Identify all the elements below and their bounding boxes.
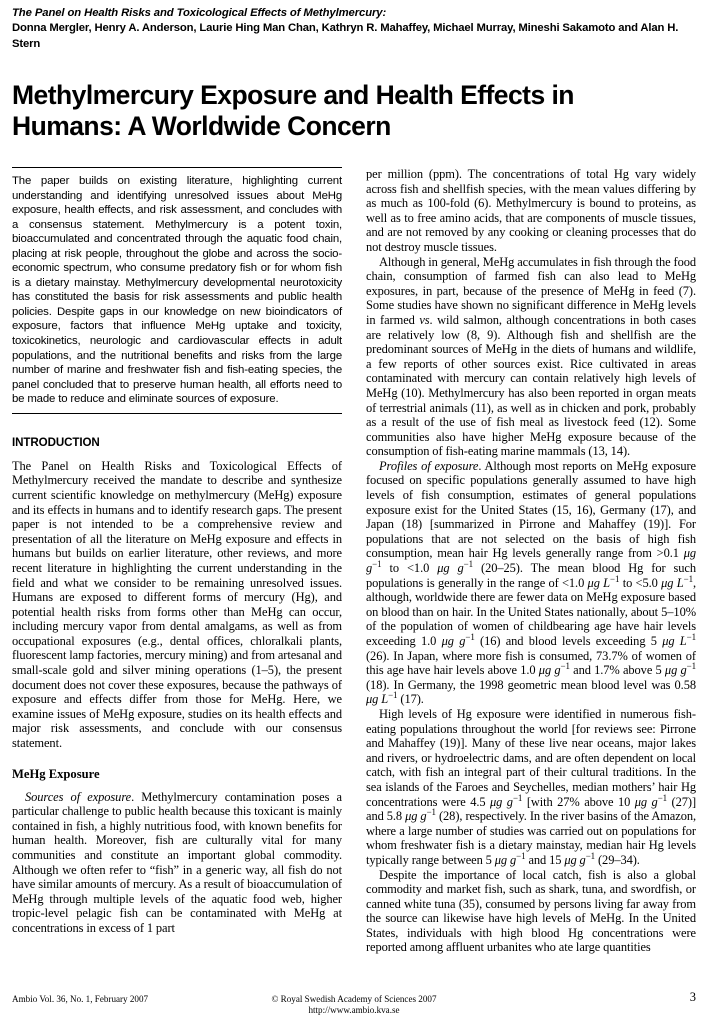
high-levels-part2: [with 27% above 10 [522, 794, 635, 809]
high-levels-part6: (29–34). [595, 852, 640, 867]
exponent-10: −1 [512, 792, 523, 803]
unit-ug-per-g-3: μg g [441, 634, 466, 648]
unit-ug-per-g-6: μg g [490, 794, 513, 809]
section-heading-introduction: INTRODUCTION [12, 435, 100, 449]
exponent-8: −1 [686, 661, 696, 672]
unit-ug-per-L-4: μg L [366, 692, 389, 707]
unit-ug-per-g-9: μg g [494, 852, 517, 867]
profiles-part5: , although, worldwide there are fewer data on MeHg exposure based on blood than on hair. In the United States nationally, about 5–10% of the population of women of childbearing age have hair levels exceeding 1.0 [366, 575, 696, 648]
high-levels-part4: (28), respectively. In the river basins of the Amazon, where a large number of studies was carried out on populations for whom freshwater fish is a dietary mainstay, median hair Hg levels typically range between 5 [366, 809, 696, 867]
profiles-part8: and 1.7% above 5 [569, 663, 665, 678]
high-levels-part3: (27)] and 5.8 [366, 794, 697, 824]
paragraph-farmed-fish-part2: . wild salmon, although concentrations in both cases are relatively low (8, 9). Although fish and shellfish are the predominant sources of MeHg in the diets of humans and wildlife, a few reports of other sources exist. Rice cultivated in areas contaminated with mercury can contain relatively high levels of MeHg (10). Methylmercury has also been reported in organ meats of terrestrial animals (11), as well as in chicken and pork, probably as a result of the use of fish meal as livestock feed (12). Some communities also have higher MeHg exposure because of the consumption of fish-eating marine mammals (13, 14). [366, 312, 696, 459]
profiles-part6: (16) and blood levels exceeding 5 [474, 634, 663, 648]
unit-ug-per-g-8: μg g [405, 809, 427, 824]
exponent-13: −1 [516, 850, 526, 861]
exponent-14: −1 [585, 850, 596, 861]
exponent-4: −1 [683, 573, 693, 584]
high-levels-part1: High levels of Hg exposure were identified in numerous fish-eating populations throughout the world [for reviews see: Pirrone and Mahaffey (19)]. Many of these live near oceans, major lakes and rivers, or hydroelectric dams, and are often dependent on local catch, with fish an integral part of their cultural traditions. In the sea islands of the Faroes and Seychelles, median mothers’ hair Hg concentrations were 4.5 [366, 706, 696, 809]
unit-ug-per-L-1: μg L [587, 575, 611, 590]
paragraph-despite-importance: Despite the importance of local catch, fish is also a global commodity and market fish, such as shark, tuna, and swordfish, or canned white tuna (35), consumed by persons living far away from the source can likewise have high levels of MeHg. In the United States, individuals with high blood Hg concentrations were reported among affluent urbanites who ate large quantities [366, 867, 696, 955]
unit-ug-per-g-5: μg g [664, 663, 687, 678]
panel-running-head: The Panel on Health Risks and Toxicological Effects of Methylmercury: [12, 7, 387, 19]
run-in-label-sources: Sources of exposure [25, 789, 132, 804]
exponent-11: −1 [657, 792, 668, 803]
two-column-body [12, 167, 696, 955]
unit-ug-per-g-10: μg g [564, 852, 586, 867]
footer-journal-info: Ambio Vol. 36, No. 1, February 2007 [12, 994, 149, 1004]
profiles-part10: (17). [397, 692, 424, 707]
paragraph-farmed-fish [366, 255, 696, 459]
profiles-part2: to <1.0 [381, 561, 438, 576]
paragraph-introduction: The Panel on Health Risks and Toxicological Effects of Methylmercury received the mandate to describe and synthesize current scientific knowledge on methylmercury (MeHg) exposure and its effects in humans and to identify research gaps. The present paper is not intended to be a comprehensive review and presentation of all the literature on MeHg exposure and effects in humans but builds on earlier literature, other reviews, and more recent literature in highlighting the current understanding in the field and what we consider to be remaining unresolved issues. Humans are exposed to different forms of mercury (Hg), and potential health risks from forms other than MeHg can occur, including mercury vapor from dental amalgams, as well as from occupational exposures (e.g., dental offices, chloralkali plants, fluorescent lamp factories, mercury mining) and from artesanal and small-scale gold and silver mining operations (1–5), the present document does not cover these exposures, because the pathways of exposure and effects differ from those for MeHg. Here, we examine issues of MeHg exposure, studies on its health effects and major risk assessments, and conclude with our consensus statement. [12, 458, 342, 751]
footer-url[interactable]: http://www.ambio.kva.se [308, 1005, 400, 1016]
left-column [12, 167, 342, 955]
italic-vs: vs [419, 312, 430, 327]
exponent-9: −1 [388, 690, 398, 701]
profiles-part4: to <5.0 [619, 575, 662, 590]
paragraph-sources-body: . Methylmercury contamination poses a particular challenge to public health because this toxicant is mainly contained in fish, a highly nutritious food, with known benefits for human health. Moreover, fish are culturally vital for many communities and constitute an important global commodity. Although we often refer to “fish” in a generic way, all fish do not have similar amounts of mercury. As a result of bioaccumulation of MeHg through multiple levels of the aquatic food web, higher tropic-level pelagic fish can be contaminated with MeHg at concentrations in excess of 1 part [12, 789, 342, 935]
exponent-2: −1 [463, 558, 474, 569]
page-title: Methylmercury Exposure and Health Effects in Humans: A Worldwide Concern [12, 80, 574, 141]
unit-ug-per-g-4: μg g [538, 663, 561, 678]
paragraph-farmed-fish-part1: Although in general, MeHg accumulates in fish through the food chain, consumption of farmed fish can also lead to MeHg exposures, in part, because of the presence of MeHg in feed (7). Some studies have shown no significant difference in MeHg levels in farmed [366, 254, 696, 327]
exponent-3: −1 [610, 573, 620, 584]
paragraph-ppm-concentrations: per million (ppm). The concentrations of total Hg vary widely across fish and shellfish species, with the mean values differing by as much as 100-fold (6). Methylmercury is bound to proteins, as well as to free amino acids, that are components of muscle tissues, and are not removed by any cooking or cleaning processes that do not destroy muscle tissues. [366, 167, 696, 254]
unit-ug-per-L-2: μg L [661, 575, 684, 590]
author-list: Donna Mergler, Henry A. Anderson, Laurie Hing Man Chan, Kathryn R. Mahaffey, Michael Murray, Mineshi Sakamoto and Alan H. Stern [12, 22, 679, 50]
exponent-1: −1 [372, 558, 382, 569]
footer-copyright [12, 990, 696, 1017]
unit-ug-per-g-7: μg g [634, 794, 658, 809]
unit-ug-per-g-2: μg g [437, 561, 464, 576]
abstract-text: The paper builds on existing literature, highlighting current understanding and identifying unresolved issues about MeHg exposure, health effects, and risk assessment, and concludes with a consensus statement. Methylmercury is a potent toxin, bioaccumulated and concentrated through the aquatic food chain, placing at risk people, throughout the globe and across the socio-economic spectrum, who consume predatory fish or for whom fish is a dietary mainstay. Methylmercury developmental neurotoxicity has constituted the basis for risk assessments and public health policies. Despite gaps in our knowledge on new bioindicators of exposure, factors that influence MeHg uptake and toxicity, toxicokinetics, neurologic and cardiovascular effects in adult populations, and the nutritional benefits and risks from the large number of marine and freshwater fish and fish-eating species, the panel concluded that to preserve human health, all efforts need to be made to reduce and eliminate sources of exposure. [12, 175, 342, 406]
exponent-7: −1 [560, 661, 570, 672]
unit-ug-per-g-1: μg g [366, 546, 696, 576]
profiles-part7: (26). In Japan, where more fish is consumed, 73.7% of women of this age have hair levels above 1.0 [366, 648, 696, 678]
abstract-top-rule [12, 167, 342, 168]
profiles-part9: (18). In Germany, the 1998 geometric mean blood level was 0.58 [366, 677, 696, 692]
unit-ug-per-L-3: μg L [662, 634, 687, 648]
footer-copyright-line: © Royal Swedish Academy of Sciences 2007 [271, 994, 437, 1004]
paragraph-high-levels [366, 707, 696, 868]
exponent-12: −1 [426, 806, 436, 817]
exponent-5: −1 [465, 631, 475, 642]
run-in-label-profiles: Profiles of exposure [379, 458, 479, 473]
paragraph-profiles-of-exposure [366, 459, 696, 707]
abstract-bottom-rule [12, 413, 342, 414]
exponent-6: −1 [686, 631, 697, 642]
profiles-part3: (20–25). The mean blood Hg for such populations is generally in the range of <1.0 [366, 561, 696, 590]
page-number: 3 [689, 990, 696, 1004]
section-heading-mehg-exposure: MeHg Exposure [12, 766, 100, 781]
profiles-part1: . Although most reports on MeHg exposure focused on specific populations generally assumed to have high levels of fish consumption, estimates of general populations exposure exist for the United States (15, 16), Germany (17), and Japan (18) [summarized in Pirrone and Mahaffey (19)]. For populations that are not selected on the basis of high fish consumption, mean hair Hg levels generally range from >0.1 [366, 458, 696, 561]
high-levels-part5: and 15 [525, 852, 565, 867]
paragraph-sources-of-exposure [12, 790, 342, 936]
page-footer [12, 990, 696, 1024]
right-column [366, 167, 696, 955]
